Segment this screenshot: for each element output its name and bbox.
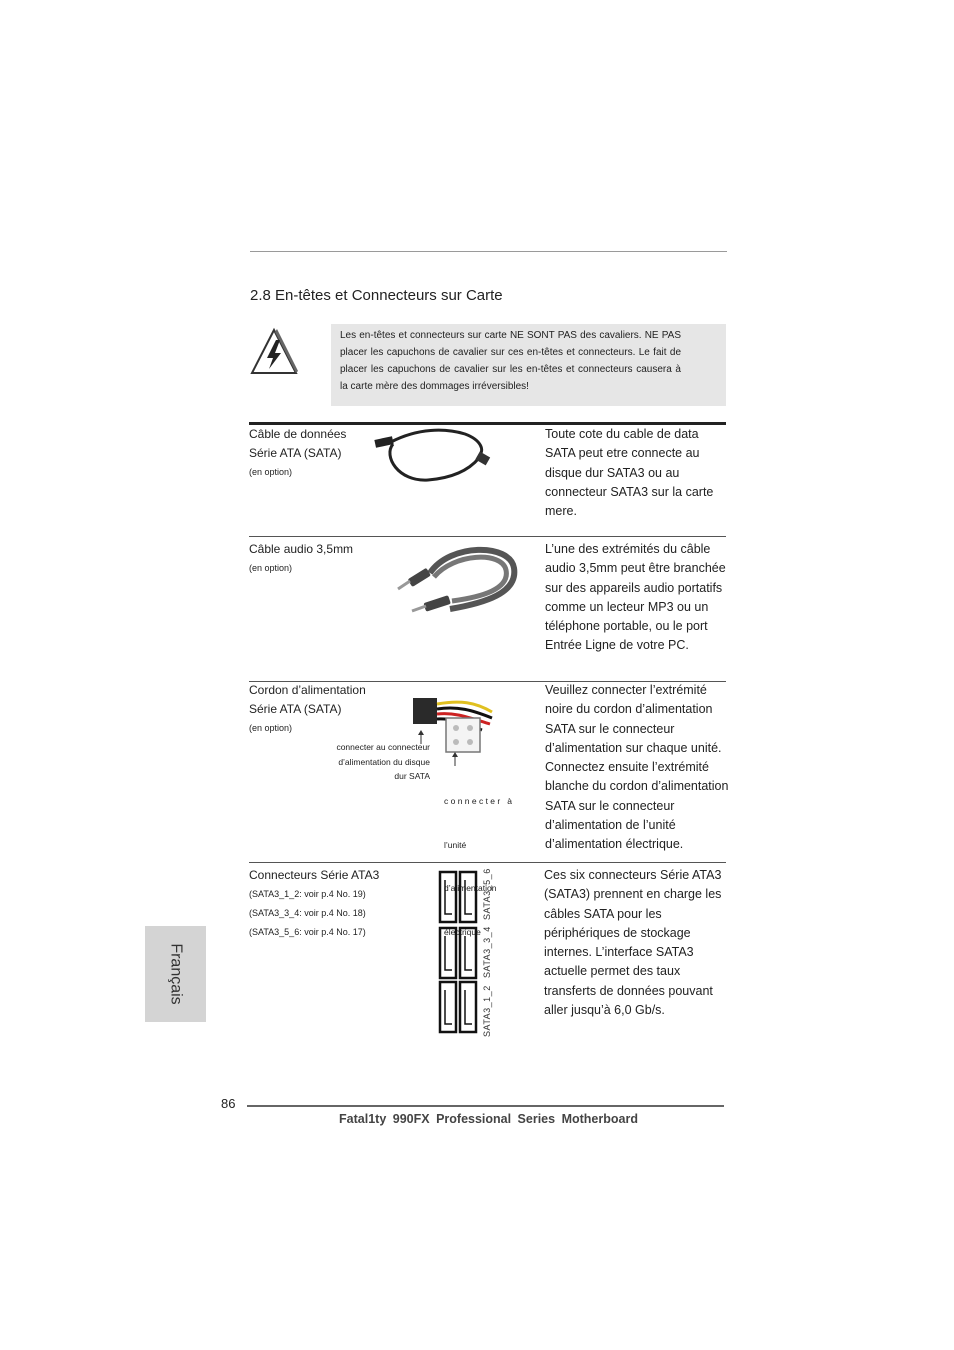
sata-power-description: Veuillez connecter l’extrémité noire du cordon d’alimentation SATA sur le connecteur d’alimentation sur chaque unité. Connectez ensuite l’extrémité blanche du cordon d’alimentation SATA sur le connecteur d’alimentation de l’unité d’alimentation électrique.: [545, 683, 729, 852]
sata3-connectors-description: Ces six connecteurs Série ATA3 (SATA3) prennent en charge les câbles SATA pour les périphériques de stockage internes. L’interface SATA3 actuelle permet des taux transferts de données pouvant aller jusqu’à 6,0 Gb/s.: [544, 868, 722, 1018]
page-number: 86: [221, 1096, 236, 1111]
sata3-ref: (SATA3_3_4: voir p.4 No. 18): [249, 908, 366, 918]
language-tab-label-wrap: [145, 926, 206, 1022]
connector-label-sata3-1-2: SATA3_1_2: [482, 985, 492, 1037]
warning-triangle-icon: [250, 327, 298, 377]
sata-cable-option: (en option): [249, 467, 293, 477]
footer-rule: [247, 1105, 724, 1107]
arrow-up-icon: [451, 752, 459, 766]
audio-cable-description: L’une des extrémités du câble audio 3,5mm peut être branchée sur des appareils audio portatifs comme un lecteur MP3 ou un téléphone portable, ou le port Entrée Ligne de votre PC.: [545, 542, 726, 653]
sata-cable-label: Câble de données Série ATA (SATA): [249, 427, 347, 460]
note-hdd-connector: connecter au connecteur d’alimentation du disque dur SATA: [336, 742, 430, 781]
audio-cable-label: Câble audio 3,5mm: [249, 542, 354, 556]
sata3-connector-diagram: [438, 868, 480, 1036]
top-rule: [250, 251, 727, 252]
sata3-connector-pair-1-2: [440, 982, 476, 1032]
row-divider: [249, 862, 726, 863]
sata3-connector-pair-5-6: [440, 872, 476, 922]
sata3-references: [249, 885, 366, 942]
sata-power-label: Cordon d’alimentation Série ATA (SATA): [249, 683, 366, 716]
sata-cable-image: [373, 426, 498, 486]
warning-text: Les en-têtes et connecteurs sur carte NE SONT PAS des cavaliers. NE PAS placer les capuchons de cavalier sur ces en-têtes et connecteurs. Le fait de placer les capuchons de cavalier sur les en-têtes et connecteurs causera à la carte mère des dommages irréversibles!: [340, 330, 681, 392]
section-title: 2.8 En-têtes et Connecteurs sur Carte: [250, 287, 503, 304]
row-divider: [249, 536, 726, 537]
sata3-ref: (SATA3_1_2: voir p.4 No. 19): [249, 889, 366, 899]
connector-label-sata3-5-6: SATA3_5_6: [482, 868, 492, 920]
sata3-ref: (SATA3_5_6: voir p.4 No. 17): [249, 927, 366, 937]
sata3-connectors-label: Connecteurs Série ATA3: [249, 868, 380, 882]
audio-cable-option: (en option): [249, 563, 293, 573]
connector-label-sata3-3-4: SATA3_3_4: [482, 926, 492, 978]
sata-cable-description: Toute cote du cable de data SATA peut etre connecte au disque dur SATA3 ou au connecteur SATA3 sur la carte mere.: [545, 427, 714, 519]
footer-product-name: Fatal1ty 990FX Professional Series Motherboard: [339, 1112, 638, 1126]
audio-cable-image: [390, 543, 522, 623]
sata3-connector-pair-3-4: [440, 928, 476, 978]
sata-power-option: (en option): [249, 723, 293, 733]
language-tab-label: Français: [167, 943, 185, 1005]
note-psu-connector: c o n n e c t e r à l’unité d’alimentation électrique: [444, 796, 513, 937]
